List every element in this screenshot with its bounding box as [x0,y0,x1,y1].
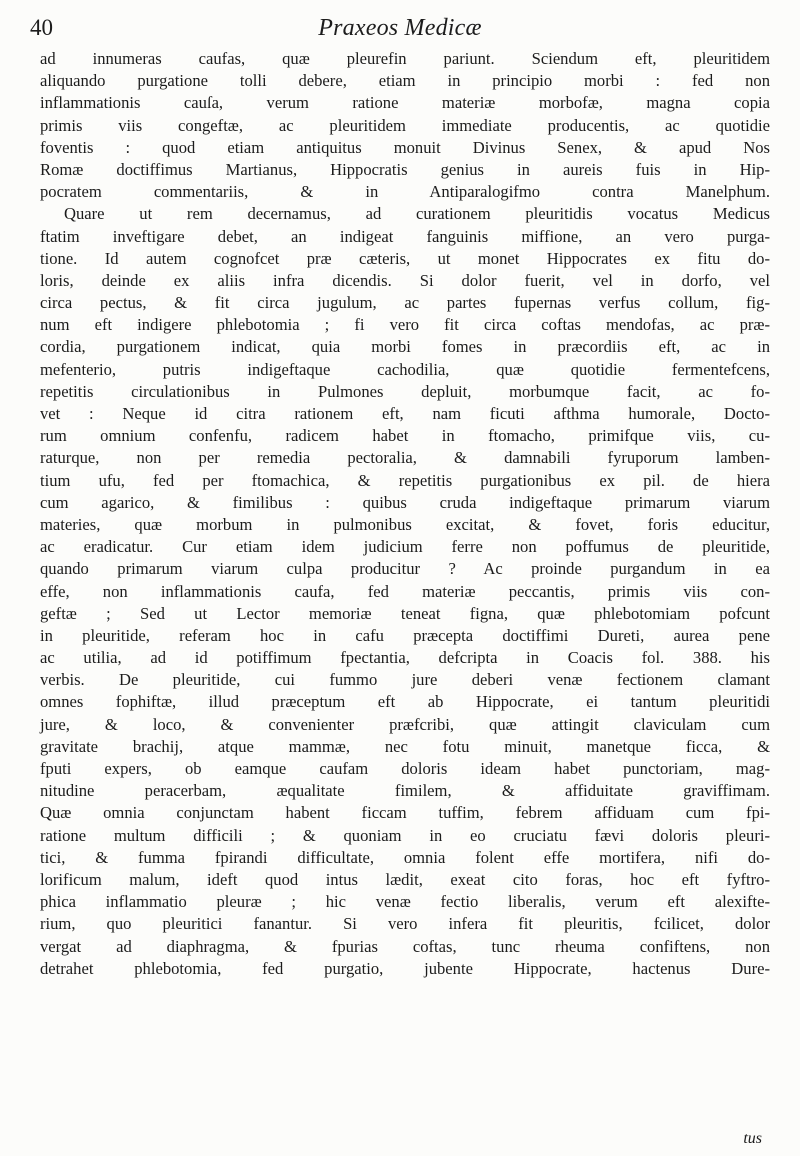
text-line: Romæ doctiffimus Martianus, Hippocratis genius in aureis fuis in Hip- [40,159,770,179]
text-line: Quare ut rem decernamus, ad curationem pleuritidis vocatus Medicus [64,204,770,224]
text-line: gravitate brachij, atque mammæ, nec fotu minuit, manetque ficca, & [40,736,770,756]
page-number: 40 [30,15,53,40]
text-line: jure, & loco, & convenienter præfcribi, quæ attingit claviculam cum [40,714,770,734]
text-line: vergat ad diaphragma, & fpurias coftas, tunc rheuma confiftens, non [40,936,770,956]
text-line: Quæ omnia conjunctam habent ficcam tuffim, febrem affiduam cum fpi- [40,803,770,823]
text-line: detrahet phlebotomia, fed purgatio, jubente Hippocrate, hactenus Dure- [40,958,770,978]
text-line: repetitis circulationibus in Pulmones depluit, morbumque facit, ac fo- [40,381,770,401]
text-line: tione. Id autem cognofcet præ cæteris, ut monet Hippocrates ex fitu do- [40,248,770,268]
text-line: fputi expers, ob eamque caufam doloris ideam habet punctoriam, mag- [40,759,770,778]
text-line: materies, quæ morbum in pulmonibus excitat, & fovet, foris educitur, [40,514,770,534]
text-line: omnes fophiftæ, illud præceptum eft ab Hippocrate, ei tantum pleuritidi [40,692,770,712]
text-line: cum agarico, & fimilibus : quibus cruda indigeftaque primarum viarum [40,492,770,512]
text-line: num eft indigere phlebotomia ; fi vero fit circa coftas mendofas, ac præ- [40,315,770,335]
text-line: pocratem commentariis, & in Antiparalogifmo contra Manelphum. [40,182,770,202]
text-line: aliquando purgatione tolli debere, etiam in principio morbi : fed non [40,71,770,91]
text-line: quando primarum viarum culpa producitur ? Ac proinde purgandum in ea [40,559,770,579]
text-line: effe, non inflammationis caufa, fed materiæ peccantis, primis viis con- [40,581,770,601]
text-line: rium, quo pleuritici fanantur. Si vero infera fit pleuritis, fcilicet, dolor [40,914,770,934]
text-line: in pleuritide, referam hoc in cafu præcepta doctiffimi Dureti, aurea pene [40,625,770,645]
running-head: Praxeos Medicæ [318,15,482,41]
text-line: vet : Neque id citra rationem eft, nam ficuti afthma humorale, Docto- [40,404,770,423]
text-line: tium ufu, fed per ftomachica, & repetitis purgationibus ex pil. de hiera [40,470,770,490]
text-line: ad innumeras caufas, quæ pleurefin pariunt. Sciendum eft, pleuritidem [40,49,770,68]
text-line: ac eradicatur. Cur etiam idem judicium ferre non poffumus de pleuritide, [40,537,770,557]
text-line: raturque, non per remedia pectoralia, & damnabili fyruporum lamben- [40,448,770,468]
text-line: rum omnium confenfu, radicem habet in ftomacho, primifque viis, cu- [40,426,770,446]
text-line: verbis. De pleuritide, cui fummo jure deberi venæ fectionem clamant [40,670,770,690]
text-line: ac utilia, ad id potiffimum fpectantia, defcripta in Coacis fol. 388. his [40,648,770,668]
text-line: circa pectus, & fit circa jugulum, ac partes fupernas verfus collum, fig- [40,293,770,313]
text-line: tici, & fumma fpirandi difficultate, omnia folent effe mortifera, nifi do- [40,847,770,867]
text-line: cordia, purgationem indicat, quia morbi fomes in præcordiis eft, ac in [40,337,770,357]
text-line: primis viis congeftæ, ac pleuritidem immediate producentis, ac quotidie [40,115,770,135]
text-line: mefenterio, putris indigeftaque cachodilia, quæ quotidie fermentefcens, [40,359,770,379]
text-line: lorificum malum, ideft quod intus lædit, exeat cito foras, hoc eft fyftro- [40,869,770,889]
text-line: ftatim inveftigare debet, an indigeat fanguinis miffione, an vero purga- [40,226,770,246]
catchword: tus [743,1130,762,1147]
text-line: geftæ ; Sed ut Lector memoriæ teneat figna, quæ phlebotomiam pofcunt [40,603,770,623]
text-line: loris, deinde ex aliis infra dicendis. Si dolor fuerit, vel in dorfo, vel [40,270,770,290]
text-line: foventis : quod etiam antiquitus monuit Divinus Senex, & apud Nos [40,137,770,157]
body-text [40,48,770,980]
page-header [30,10,770,46]
text-line: ratione multum difficili ; & quoniam in eo cruciatu fævi doloris pleuri- [40,825,770,845]
text-line: inflammationis cauſa, verum ratione materiæ morbofæ, magna copia [40,93,770,113]
text-line: phica inflammatio pleuræ ; hic venæ fectio liberalis, verum eft alexifte- [40,892,770,912]
text-line: nitudine peracerbam, æqualitate fimilem, & affiduitate graviffimam. [40,781,770,801]
